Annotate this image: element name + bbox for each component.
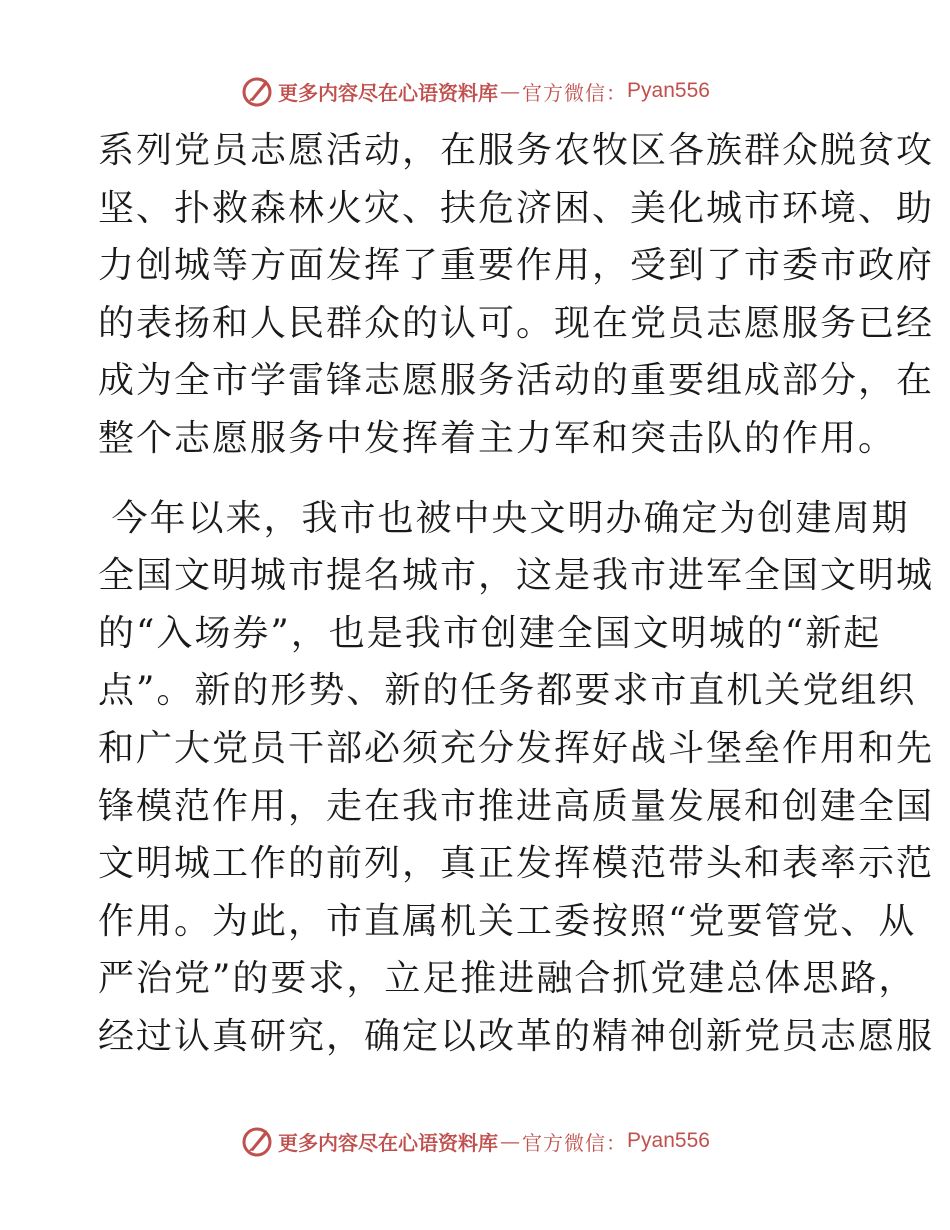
text-line: 的“入场券”，也是我市创建全国文明城的“新起 (98, 612, 882, 654)
watermark-wechat-label: 官方微信： (522, 1130, 628, 1155)
quill-logo-icon (240, 74, 274, 108)
text-line: 整个志愿服务中发挥着主力军和突击队的作用。 (98, 417, 897, 459)
document-body (98, 122, 935, 1066)
watermark-separator: — (500, 79, 521, 103)
paragraph-1 (98, 122, 935, 468)
text-line: 力创城等方面发挥了重要作用，受到了市委市政府 (98, 245, 935, 287)
text-line: 和广大党员干部必须充分发挥好战斗堡垒作用和先 (98, 727, 935, 769)
text-line: 坚、扑救森林火灾、扶危济困、美化城市环境、助 (98, 187, 935, 229)
text-line: 经过认真研究，确定以改革的精神创新党员志愿服 (98, 1015, 935, 1057)
watermark-text: 更多内容尽在心语资料库 (278, 80, 499, 105)
text-line: 成为全市学雷锋志愿服务活动的重要组成部分，在 (98, 360, 935, 402)
watermark-wechat-id: Pyan556 (627, 1129, 710, 1152)
text-line: 文明城工作的前列，真正发挥模范带头和表率示范 (98, 843, 935, 885)
text-line: 今年以来，我市也被中央文明办确定为创建周期 (98, 497, 910, 539)
text-line: 锋模范作用，走在我市推进高质量发展和创建全国 (98, 785, 935, 827)
watermark-separator: — (500, 1129, 521, 1153)
text-line: 的表扬和人民群众的认可。现在党员志愿服务已经 (98, 302, 935, 344)
watermark-wechat-id: Pyan556 (627, 79, 710, 102)
paragraph-2 (98, 490, 935, 1066)
text-line: 全国文明城市提名城市，这是我市进军全国文明城 (98, 555, 935, 597)
text-line: 作用。为此，市直属机关工委按照“党要管党、从 (98, 900, 917, 942)
quill-logo-icon (240, 1124, 274, 1158)
text-line: 点”。新的形势、新的任务都要求市直机关党组织 (98, 670, 917, 712)
watermark-wechat-label: 官方微信： (522, 80, 628, 105)
footer-watermark (0, 1124, 950, 1158)
watermark-text: 更多内容尽在心语资料库 (278, 1130, 499, 1155)
header-watermark (0, 74, 950, 108)
text-line: 系列党员志愿活动，在服务农牧区各族群众脱贫攻 (98, 130, 935, 171)
text-line: 严治党”的要求，立足推进融合抓党建总体思路， (98, 958, 917, 1000)
